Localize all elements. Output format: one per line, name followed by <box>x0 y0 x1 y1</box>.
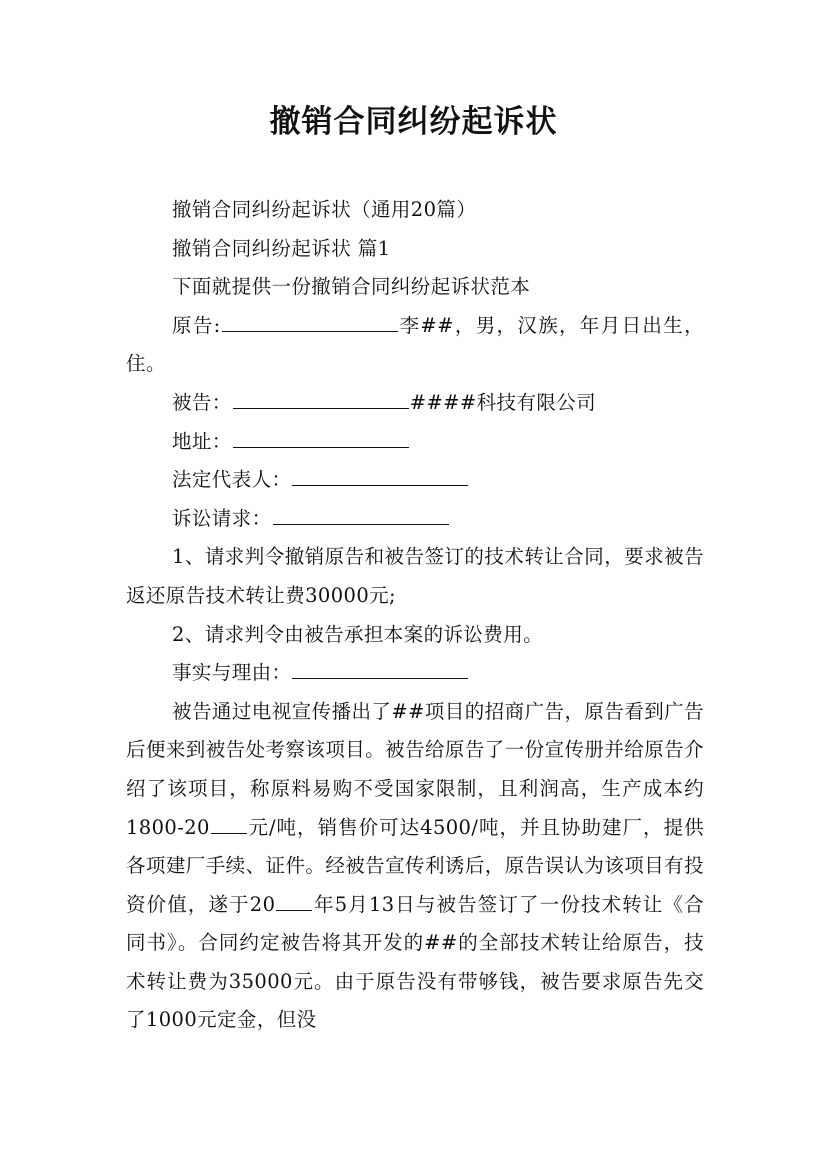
facts-body-part-3: 年5月13日与被告签订了一份技术转让《合同书》。合同约定被告将其开发的##的全部技术转让给原告，技术转让费为35000元。由于原告没有带够钱，被告要求原告先交了1000元定金，但没 <box>126 892 704 1032</box>
paragraph-legal-rep <box>126 461 704 500</box>
address-label: 地址： <box>172 429 232 453</box>
plaintiff-text: 李##，男，汉族，年月日出生，住。 <box>126 313 704 376</box>
plaintiff-blank <box>222 310 398 331</box>
facts-body-part-1: 被告通过电视宣传播出了##项目的招商广告，原告看到广告后便来到被告处考察该项目。被告给原告了一份宣传册并给原告介绍了该项目，称原料易购不受国家限制，且利润高，生产成本约1800-20 <box>126 699 704 839</box>
paragraph-claim-1: 1、请求判令撤销原告和被告签订的技术转让合同，要求被告返还原告技术转让费30000元; <box>126 545 704 607</box>
paragraph-subtitle: 撤销合同纠纷起诉状（通用20篇） <box>172 198 477 221</box>
defendant-blank <box>233 388 409 409</box>
legal-rep-label: 法定代表人： <box>172 468 292 492</box>
paragraph-plaintiff <box>126 307 704 384</box>
claims-label: 诉讼请求： <box>172 506 272 530</box>
legal-rep-blank <box>292 465 468 486</box>
facts-body-blank-1 <box>211 812 247 833</box>
defendant-text: ####科技有限公司 <box>409 390 597 414</box>
plaintiff-label: 原告: <box>172 313 221 337</box>
document-title: 撤销合同纠纷起诉状 <box>269 104 558 140</box>
address-blank <box>233 426 409 447</box>
paragraph-section-heading: 撤销合同纠纷起诉状 篇1 <box>172 236 391 260</box>
facts-body-part-2: 元/吨，销售价可达4500/吨，并且协助建厂，提供各项建厂手续、证件。经被告宣传利诱后，原告误认为该项目有投资价值，遂于20 <box>126 815 704 916</box>
paragraph-defendant <box>126 384 704 423</box>
facts-label: 事实与理由： <box>172 661 292 685</box>
facts-blank <box>292 658 468 679</box>
paragraph-intro: 下面就提供一份撤销合同纠纷起诉状范本 <box>172 275 531 299</box>
paragraph-facts-body <box>126 693 704 1040</box>
facts-body-blank-2 <box>276 889 312 910</box>
paragraph-facts <box>126 654 704 693</box>
document-body <box>126 191 704 1040</box>
paragraph-claims <box>126 500 704 539</box>
claims-blank <box>273 503 449 524</box>
defendant-label: 被告： <box>172 390 232 414</box>
paragraph-claim-2: 2、请求判令由被告承担本案的诉讼费用。 <box>172 622 544 646</box>
paragraph-address <box>126 423 704 462</box>
